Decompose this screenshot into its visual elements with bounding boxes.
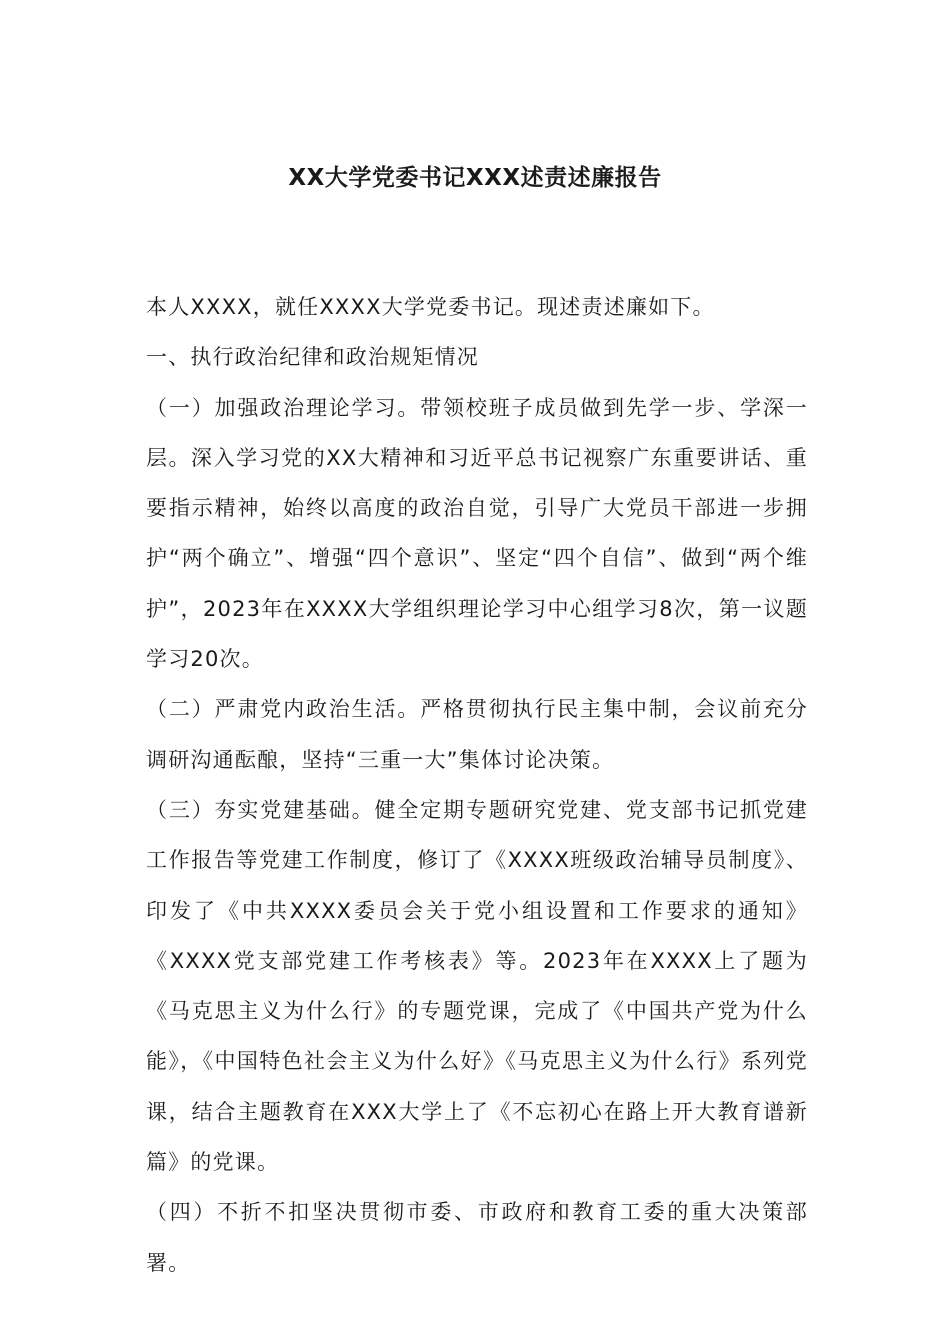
paragraph-item-3: （三）夯实党建基础。健全定期专题研究党建、党支部书记抓党建工作报告等党建工作制度，修订了《XXXX班级政治辅导员制度》、印发了《中共XXXX委员会关于党小组设置和工作要求的通知》《XXXX党支部党建工作考核表》等。2023年在XXXX上了题为《马克思主义为什么行》的专题党课，完成了《中国共产党为什么能》，《中国特色社会主义为什么好》《马克思主义为什么行》系列党课，结合主题教育在XXX大学上了《不忘初心在路上开大教育谱新篇》的党课。 xyxy=(146,797,808,1175)
paragraph-item-1: （一）加强政治理论学习。带领校班子成员做到先学一步、学深一层。深入学习党的XX大精神和习近平总书记视察广东重要讲话、重要指示精神，始终以高度的政治自觉，引导广大党员干部进一步拥护“两个确立”、增强“四个意识”、坚定“四个自信”、做到“两个维护”，2023年在XXXX大学组织理论学习中心组学习8次，第一议题学习20次。 xyxy=(146,395,808,672)
paragraph-item-2: （二）严肃党内政治生活。严格贯彻执行民主集中制，会议前充分调研沟通酝酿，坚持“三重一大”集体讨论决策。 xyxy=(146,697,808,772)
intro-paragraph: 本人XXXX，就任XXXX大学党委书记。现述责述廉如下。 xyxy=(146,295,715,319)
document-body xyxy=(146,282,808,1288)
document-title: XX大学党委书记XXX述责述廉报告 xyxy=(288,165,662,191)
paragraph-item-4: （四）不折不扣坚决贯彻市委、市政府和教育工委的重大决策部署。 xyxy=(146,1200,808,1275)
section-heading-1: 一、执行政治纪律和政治规矩情况 xyxy=(146,345,479,370)
